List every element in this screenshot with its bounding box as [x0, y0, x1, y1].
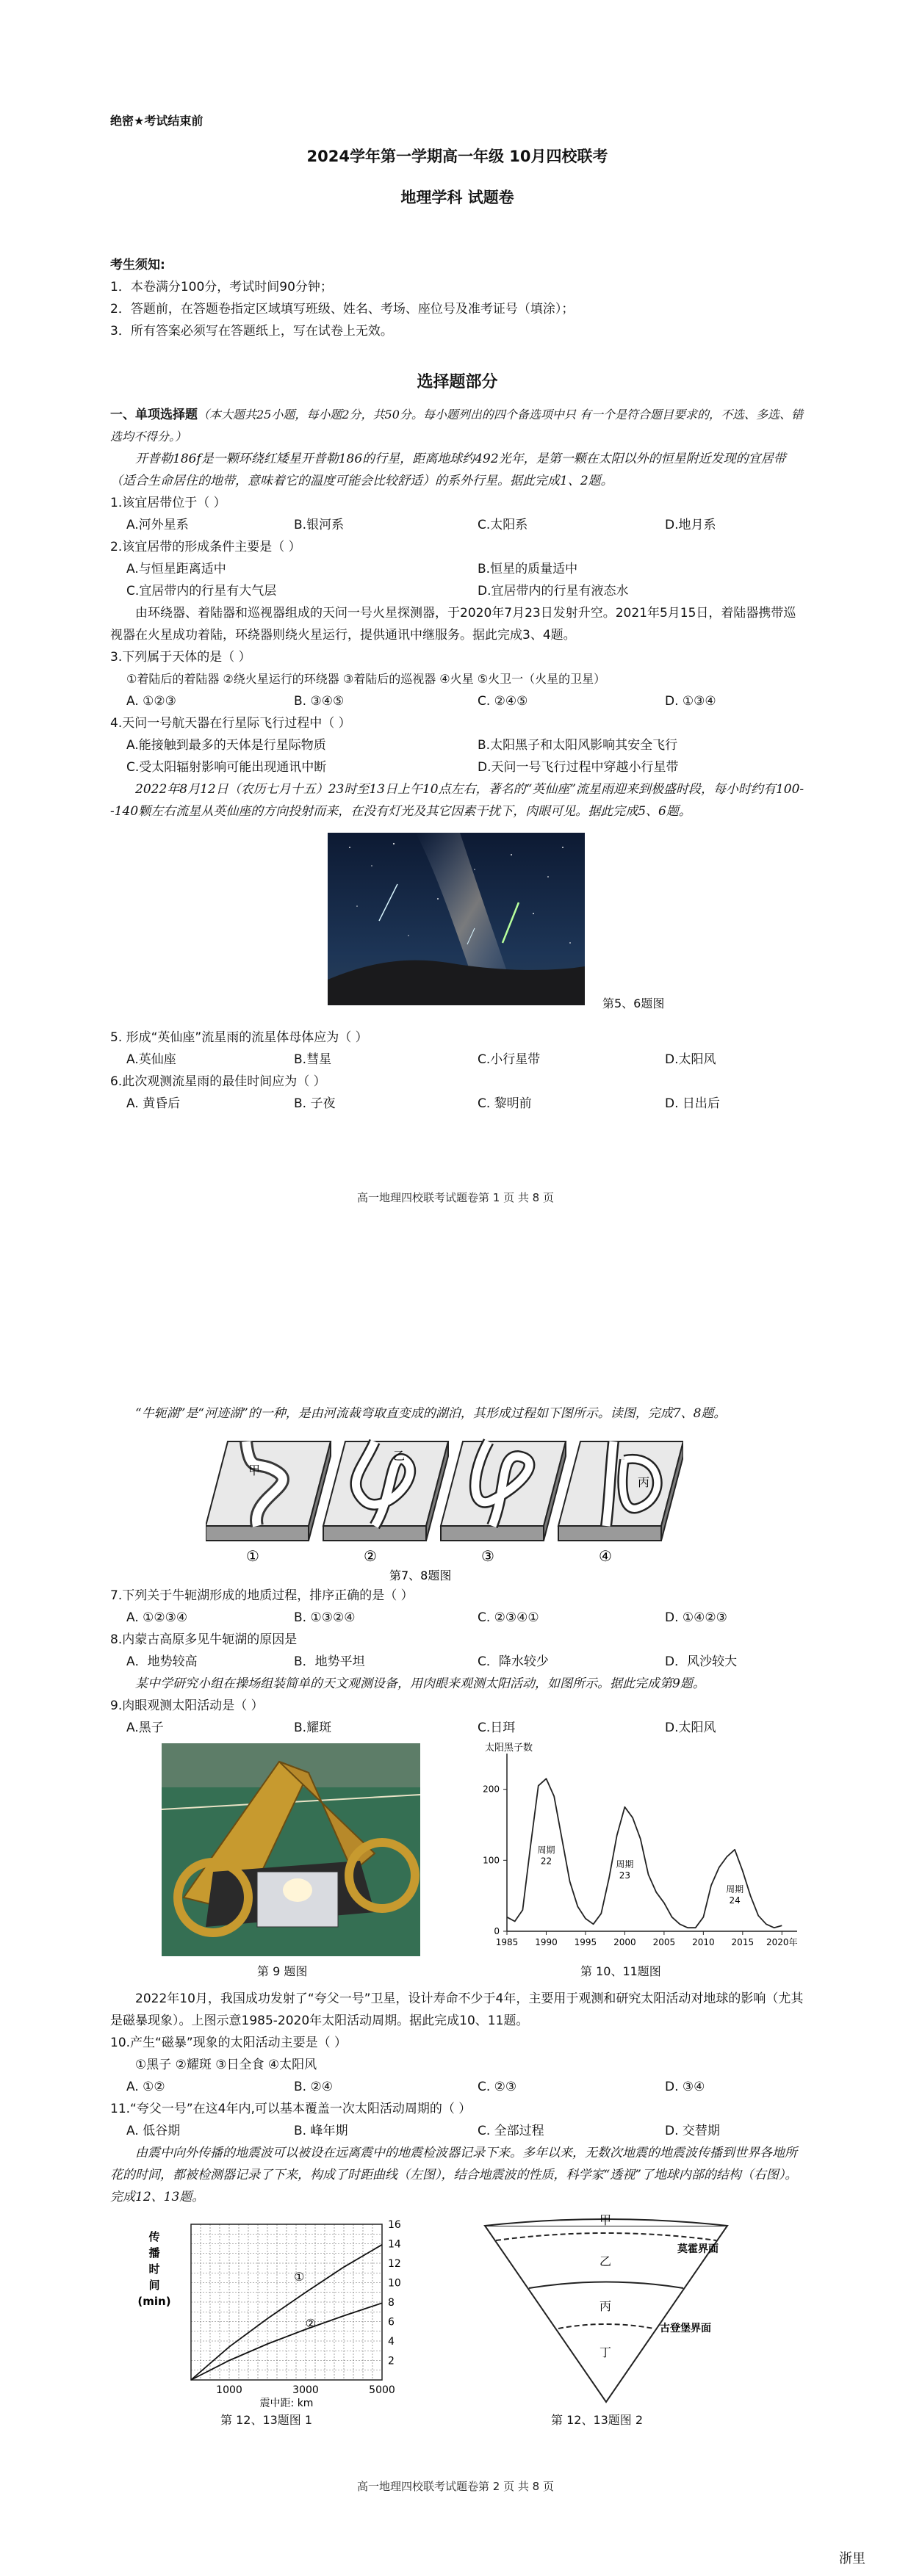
y-tick-label: 4: [388, 2336, 395, 2348]
q3-option-c: C. ②④⑤: [478, 694, 528, 709]
label-jia: 甲: [248, 1464, 261, 1477]
x-tick-label: 1995: [574, 1937, 597, 1947]
q3-option-b: B. ③④⑤: [294, 694, 345, 709]
q5-option-c: C.小行星带: [478, 1052, 541, 1067]
part-instructions: （本大题共25小题，每小题2分，共50分。每小题列出的四个备选项中只 有一个是符合题目要求的，不选、多选、错选均不得分。）: [110, 408, 803, 444]
x-tick-label: 2020年: [766, 1937, 798, 1947]
q5-option-b: B.彗星: [294, 1052, 332, 1067]
earth-interior-diagram: [470, 2211, 749, 2409]
q1-options: [110, 514, 804, 536]
q5-options: [110, 1049, 804, 1071]
q7-stem: 7.下列关于牛轭湖形成的地质过程，排序正确的是（ ）: [110, 1588, 414, 1603]
layer-ding: 丁: [599, 2345, 612, 2359]
seismic-travel-time-chart: [110, 2211, 419, 2409]
oxbow-stage-1: [206, 1441, 331, 1541]
exam-page-2: [0, 1322, 911, 2570]
x-tick-label: 3000: [292, 2384, 319, 2396]
q5-option-a: A.英仙座: [126, 1052, 176, 1067]
cycle-annotation-number: 23: [619, 1870, 631, 1881]
x-tick-label: 2005: [652, 1937, 676, 1947]
q2-option-b: B.恒星的质量适中: [478, 562, 578, 576]
y-axis-label-char: (min): [137, 2295, 171, 2308]
solar-observation-photo: [162, 1743, 420, 1956]
layer-bing: 丙: [599, 2299, 612, 2313]
q3-option-a: A. ①②③: [126, 694, 176, 709]
cycle-annotation-number: 24: [729, 1895, 741, 1906]
y-axis-label-char: 时: [148, 2262, 160, 2276]
oxbow-lake-diagram: [206, 1430, 683, 1585]
q2-option-c: C.宜居带内的行星有大气层: [126, 584, 277, 598]
meteor-photo-svg: [328, 833, 585, 1005]
q11-option-d: D. 交替期: [665, 2124, 720, 2138]
q4-options-row1: [110, 734, 804, 756]
q2-options-row2: [110, 580, 804, 602]
corner-text: 浙里: [839, 2551, 865, 2566]
q2-options-row1: [110, 558, 804, 580]
passage-2: 由环绕器、着陆器和巡视器组成的天问一号火星探测器，于2020年7月23日发射升空。2021年5月15日，着陆器携带巡视器在火星成功着陆，环绕器则绕火星运行，提供通讯中继服务。据此完成3、4题。: [110, 606, 796, 643]
solar-photo-svg: [162, 1743, 420, 1956]
q1-option-b: B.银河系: [294, 518, 345, 532]
q6-stem: 6.此次观测流星雨的最佳时间应为（ ）: [110, 1074, 326, 1089]
q8-option-d: D．风沙较大: [665, 1654, 738, 1669]
q9-option-a: A.黑子: [126, 1721, 164, 1735]
x-tick-label: 5000: [369, 2384, 395, 2396]
exam-page-1: [0, 0, 911, 1234]
q5-option-d: D.太阳风: [665, 1052, 716, 1067]
q3-items: ①着陆后的着陆器 ②绕火星运行的环绕器 ③着陆后的巡视器 ④火星 ⑤火卫一（火星的卫星）: [126, 672, 606, 686]
oxbow-stage-2: [323, 1441, 448, 1541]
q4-option-b: B.太阳黑子和太阳风影响其安全飞行: [478, 738, 678, 753]
q6-options: [110, 1093, 804, 1115]
curve-label-1: ①: [294, 2269, 305, 2284]
x-tick-label: 1990: [535, 1937, 558, 1947]
fig9-caption: 第 9 题图: [257, 1964, 308, 1978]
q8-option-c: C．降水较少: [478, 1654, 549, 1669]
q11-option-c: C. 全部过程: [478, 2124, 544, 2138]
q7-option-d: D. ①④②③: [665, 1610, 727, 1625]
y-tick-label: 10: [388, 2277, 401, 2290]
y-axis-label-char: 传: [148, 2230, 160, 2243]
y-tick-label: 16: [388, 2219, 401, 2231]
exam-subtitle: 地理学科 试题卷: [400, 189, 514, 206]
cycle-annotation-number: 22: [540, 1856, 552, 1867]
q4-option-d: D.天问一号飞行过程中穿越小行星带: [478, 760, 679, 775]
y-tick-label: 100: [483, 1855, 500, 1866]
q9-options: [110, 1717, 804, 1739]
q6-option-d: D. 日出后: [665, 1096, 720, 1111]
q10-option-a: A. ①②: [126, 2080, 165, 2094]
q10-items: ①黑子 ②耀斑 ③日全食 ④太阳风: [135, 2058, 317, 2072]
cycle-annotation: 周期: [537, 1845, 555, 1856]
q1-option-a: A.河外星系: [126, 518, 189, 532]
curve-label-2: ②: [305, 2316, 316, 2331]
q11-stem: 11.“夸父一号”在这4年内,可以基本覆盖一次太阳活动周期的（ ）: [110, 2102, 472, 2116]
q9-option-d: D.太阳风: [665, 1721, 716, 1735]
layer-jia: 甲: [599, 2213, 612, 2227]
fig1213-caption-1: 第 12、13题图 1: [220, 2413, 313, 2427]
q9-option-c: C.日珥: [478, 1721, 516, 1735]
moho-boundary-label: 莫霍界面: [677, 2243, 719, 2255]
q1-option-d: D.地月系: [665, 518, 716, 532]
y-tick-label: 12: [388, 2258, 401, 2270]
q6-option-c: C. 黎明前: [478, 1096, 532, 1111]
x-tick-label: 1985: [495, 1937, 519, 1947]
sunspot-cycle-chart: [467, 1739, 804, 1963]
notice-3: 3．所有答案必须写在答题纸上，写在试卷上无效。: [110, 324, 393, 339]
q9-option-b: B.耀斑: [294, 1721, 332, 1735]
q10-option-c: C. ②③: [478, 2080, 517, 2094]
q4-option-c: C.受太阳辐射影响可能出现通讯中断: [126, 760, 327, 775]
oxbow-stage-4: [558, 1441, 683, 1541]
q7-option-b: B. ①③②④: [294, 1610, 356, 1625]
stage-number-2: ②: [364, 1547, 377, 1565]
part-title: 一、单项选择题: [110, 408, 198, 422]
cycle-annotation: 周期: [616, 1859, 634, 1870]
q8-option-a: A．地势较高: [126, 1654, 198, 1669]
x-tick-label: 2015: [731, 1937, 755, 1947]
y-tick-label: 200: [483, 1784, 500, 1795]
notice-title: 考生须知:: [110, 258, 165, 272]
q7-options: [110, 1607, 804, 1629]
y-axis-label-char: 播: [148, 2246, 160, 2260]
passage-4: “牛轭湖”是“河迹湖”的一种，是由河流裁弯取直变成的湖泊，其形成过程如下图所示。读图，完成7、8题。: [135, 1406, 727, 1421]
q7-option-a: A. ①②③④: [126, 1610, 188, 1625]
stage-number-1: ①: [246, 1547, 259, 1565]
y-tick-label: 2: [388, 2355, 395, 2367]
q6-option-a: A. 黄昏后: [126, 1096, 181, 1111]
q10-option-b: B. ②④: [294, 2080, 333, 2094]
label-bing: 丙: [638, 1475, 650, 1489]
q2-option-a: A.与恒星距离适中: [126, 562, 226, 576]
q2-option-d: D.宜居带内的行星有液态水: [478, 584, 629, 598]
cycle-annotation: 周期: [726, 1884, 744, 1895]
q8-options: [110, 1651, 804, 1673]
page2-footer: 高一地理四校联考试题卷第 2 页 共 8 页: [357, 2480, 554, 2493]
q8-option-b: B．地势平坦: [294, 1654, 365, 1669]
q3-stem: 3.下列属于天体的是（ ）: [110, 650, 251, 665]
q5-stem: 5. 形成“英仙座”流星雨的流星体母体应为（ ）: [110, 1030, 368, 1045]
q6-option-b: B. 子夜: [294, 1096, 336, 1111]
passage-6: 2022年10月，我国成功发射了“夸父一号”卫星，设计寿命不少于4年，主要用于观测和研究太阳活动对地球的影响（尤其是磁暴现象）。上图示意1985-2020年太阳活动周期。据此完成10、11题。: [110, 1991, 804, 2028]
figure-7-8: [110, 1430, 804, 1585]
figure-9-10-11: [110, 1739, 804, 1985]
secret-label: 绝密★考试结束前: [110, 114, 204, 128]
q4-option-a: A.能接触到最多的天体是行星际物质: [126, 738, 326, 753]
stage-number-4: ④: [599, 1547, 612, 1565]
fig1011-caption: 第 10、11题图: [580, 1964, 661, 1978]
layer-yi: 乙: [599, 2254, 612, 2268]
part-heading: [110, 404, 804, 448]
page1-footer: 高一地理四校联考试题卷第 1 页 共 8 页: [357, 1191, 554, 1204]
stage-number-3: ③: [481, 1547, 494, 1565]
x-tick-label: 2000: [613, 1937, 636, 1947]
q4-options-row2: [110, 756, 804, 778]
section-title: 选择题部分: [417, 373, 498, 391]
q1-option-c: C.太阳系: [478, 518, 528, 532]
q4-stem: 4.天问一号航天器在行星际飞行过程中（ ）: [110, 716, 351, 731]
q11-options: [110, 2120, 804, 2142]
q11-option-a: A. 低谷期: [126, 2124, 181, 2138]
y-tick-label: 14: [388, 2238, 401, 2251]
q11-option-b: B. 峰年期: [294, 2124, 348, 2138]
passage-7: 由震中向外传播的地震波可以被设在远离震中的地震检波器记录下来。多年以来，无数次地震的地震波传播到世界各地所花的时间，都被检测器记录了下来，构成了时距曲线（左图），结合地震波的性质，科学家“透视”了地球内部的结构（右图）。完成12、13题。: [110, 2146, 798, 2204]
notice-2: 2．答题前，在答题卷指定区域填写班级、姓名、考场、座位号及准考证号（填涂）；: [110, 302, 575, 316]
meteor-shower-photo: [328, 833, 585, 1005]
fig56-caption: 第5、6题图: [602, 996, 665, 1010]
x-tick-label: 1000: [216, 2384, 242, 2396]
q3-option-d: D. ①③④: [665, 694, 716, 709]
x-tick-label: 2010: [692, 1937, 715, 1947]
fig78-caption: 第7、8题图: [389, 1569, 452, 1582]
q1-stem: 1.该宜居带位于（ ）: [110, 496, 226, 510]
notice-1: 1．本卷满分100分，考试时间90分钟；: [110, 280, 333, 294]
exam-title: 2024学年第一学期高一年级 10月四校联考: [306, 148, 608, 165]
y-tick-label: 8: [388, 2297, 395, 2309]
y-axis-label-char: 间: [148, 2279, 160, 2292]
oxbow-stage-3: [441, 1441, 566, 1541]
label-yi: 乙: [393, 1449, 406, 1463]
passage-3: 2022年8月12日（农历七月十五）23时至13日上午10点左右，著名的“英仙座”流星雨迎来到极盛时段，每小时约有100--140颗左右流星从英仙座的方向投射而来，在没有灯光及其它因素干扰下，肉眼可见。据此完成5、6题。: [110, 782, 804, 819]
y-axis-title: 太阳黑子数: [485, 1743, 533, 1754]
q10-option-d: D. ③④: [665, 2080, 705, 2094]
fig1213-caption-2: 第 12、13题图 2: [551, 2413, 644, 2427]
x-axis-label: 震中距: km: [259, 2398, 314, 2409]
q10-options: [110, 2076, 804, 2098]
q3-options: [110, 690, 804, 712]
q10-stem: 10.产生“磁暴”现象的太阳活动主要是（ ）: [110, 2036, 348, 2050]
y-tick-label: 0: [494, 1926, 500, 1936]
q2-stem: 2.该宜居带的形成条件主要是（ ）: [110, 540, 301, 554]
gutenberg-boundary-label: 古登堡界面: [660, 2323, 711, 2334]
q8-stem: 8.内蒙古高原多见牛轭湖的原因是: [110, 1632, 298, 1647]
figure-12-13: [110, 2211, 804, 2431]
q7-option-c: C. ②③④①: [478, 1610, 539, 1625]
passage-5: 某中学研究小组在操场组装简单的天文观测设备，用肉眼来观测太阳活动，如图所示。据此完成第9题。: [135, 1676, 705, 1691]
passage-1: 开普勒186f是一颗环绕红矮星开普勒186的行星，距离地球约492光年，是第一颗在太阳以外的恒星附近发现的宜居带（适合生命居住的地带，意味着它的温度可能会比较舒适）的系外行星。据此完成1、2题。: [110, 452, 786, 488]
q9-stem: 9.肉眼观测太阳活动是（ ）: [110, 1698, 264, 1713]
figure-5-6: [110, 833, 804, 1022]
y-tick-label: 6: [388, 2316, 395, 2329]
